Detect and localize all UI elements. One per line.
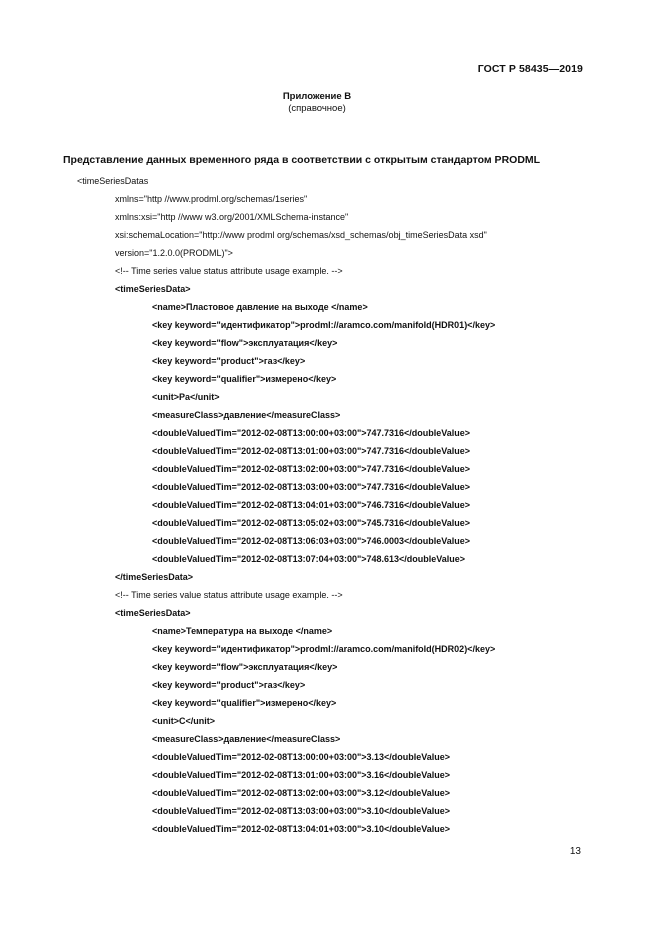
code-line: <doubleValuedTim="2012-02-08T13:02:00+03:00">3.12</doubleValue> — [152, 788, 451, 798]
code-line: <key keyword="идентификатор">prodml://aramco.com/manifold(HDR01)</key> — [152, 320, 496, 330]
code-line: <doubleValuedTim="2012-02-08T13:03:00+03:00">747.7316</doubleValue> — [152, 482, 471, 492]
code-line: <timeSeriesData> — [115, 284, 191, 294]
appendix-block — [262, 91, 372, 115]
code-line: <!-- Time series value status attribute usage example. --> — [115, 266, 343, 276]
code-line: version="1.2.0.0(PRODML)"> — [115, 248, 233, 258]
code-line: <key keyword="qualifier">измерено</key> — [152, 374, 337, 384]
xml-code-listing — [0, 172, 661, 838]
code-line: <key keyword="flow">эксплуатация</key> — [152, 662, 338, 672]
code-line: <key keyword="product">газ</key> — [152, 356, 306, 366]
code-line: <doubleValuedTim="2012-02-08T13:00:00+03:00">3.13</doubleValue> — [152, 752, 451, 762]
code-line: <doubleValuedTim="2012-02-08T13:03:00+03:00">3.10</doubleValue> — [152, 806, 451, 816]
code-line: <key keyword="qualifier">измерено</key> — [152, 698, 337, 708]
code-line: <doubleValuedTim="2012-02-08T13:01:00+03:00">3.16</doubleValue> — [152, 770, 451, 780]
code-line: <name>Пластовое давление на выходе </name> — [152, 302, 368, 312]
code-line: </timeSeriesData> — [115, 572, 194, 582]
appendix-note: (справочное) — [288, 103, 346, 114]
code-line: <timeSeriesDatas — [77, 176, 149, 186]
code-line: <doubleValuedTim="2012-02-08T13:02:00+03:00">747.7316</doubleValue> — [152, 464, 471, 474]
standard-designation: ГОСТ Р 58435—2019 — [477, 63, 583, 75]
code-line: <timeSeriesData> — [115, 608, 191, 618]
code-line: <unit>C</unit> — [152, 716, 216, 726]
code-line: <doubleValuedTim="2012-02-08T13:00:00+03:00">747.7316</doubleValue> — [152, 428, 471, 438]
code-line: <key keyword="flow">эксплуатация</key> — [152, 338, 338, 348]
code-line: xsi:schemaLocation="http://www prodml org/schemas/xsd_schemas/obj_timeSeriesData xsd" — [115, 230, 487, 240]
code-line: <doubleValuedTim="2012-02-08T13:05:02+03:00">745.7316</doubleValue> — [152, 518, 471, 528]
code-line: <unit>Pa</unit> — [152, 392, 220, 402]
code-line: <doubleValuedTim="2012-02-08T13:04:01+03:00">746.7316</doubleValue> — [152, 500, 471, 510]
appendix-title: Приложение В — [282, 91, 352, 102]
code-line: <!-- Time series value status attribute usage example. --> — [115, 590, 343, 600]
code-line: <name>Температура на выходе </name> — [152, 626, 333, 636]
code-line: <doubleValuedTim="2012-02-08T13:07:04+03:00">748.613</doubleValue> — [152, 554, 466, 564]
code-line: <doubleValuedTim="2012-02-08T13:06:03+03:00">746.0003</doubleValue> — [152, 536, 471, 546]
code-line: <key keyword="product">газ</key> — [152, 680, 306, 690]
code-line: xmlns="http //www.prodml.org/schemas/1series" — [115, 194, 308, 204]
code-line: <doubleValuedTim="2012-02-08T13:04:01+03:00">3.10</doubleValue> — [152, 824, 451, 834]
page-number: 13 — [569, 846, 581, 857]
code-line: <key keyword="идентификатор">prodml://aramco.com/manifold(HDR02)</key> — [152, 644, 496, 654]
code-line: <doubleValuedTim="2012-02-08T13:01:00+03:00">747.7316</doubleValue> — [152, 446, 471, 456]
code-line: <measureClass>давление</measureClass> — [152, 410, 341, 420]
section-heading: Представление данных временного ряда в соответствии с открытым стандартом PRODML — [63, 154, 541, 166]
code-line: xmlns:xsi="http //www w3.org/2001/XMLSchema-instance" — [115, 212, 349, 222]
code-line: <measureClass>давление</measureClass> — [152, 734, 341, 744]
